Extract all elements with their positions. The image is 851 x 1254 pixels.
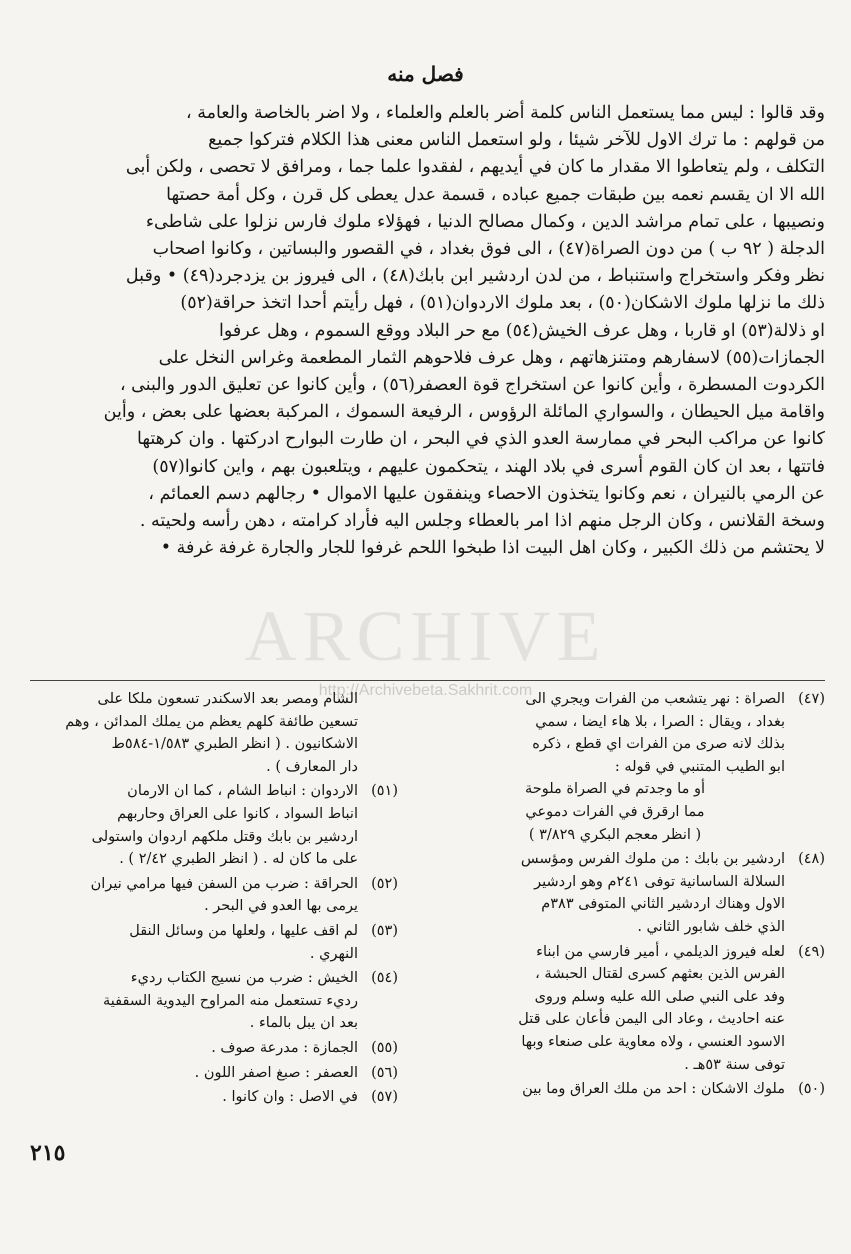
footnote-number: (٤٨) [798,851,825,868]
footnote-50 [445,1078,825,1101]
footnote-number: (٥١) [371,783,398,800]
body-line: الجمازات(٥٥) لاسفارهم ومتنزهاتهم ، وهل عرف فلاحوهم الثمار المطعمة وغراس النخل على [158,347,825,368]
footnote-57 [18,1086,398,1109]
footnote-line: انباط السواد ، كانوا على العراق وحاربهم [117,805,358,822]
footnote-line: بغداد ، ويقال : الصرا ، بلا هاء ايضا ، سمي [535,713,785,730]
footnote-47 [445,688,825,846]
footnotes-left-column [18,688,398,1111]
body-line: وسخة القلانس ، وكان الرجل منهم اذا امر بالعطاء وجلس اليه فأراد كرامته ، دهن رأسه ولحيته . [139,511,825,532]
footnote-number: (٤٧) [798,691,825,707]
footnote-text [445,688,785,846]
footnote-line: الحراقة : ضرب من السفن فيها مرامي نيران [90,875,358,892]
footnote-line: النهري . [309,945,358,962]
page-number: ٢١٥ [30,1140,66,1166]
footnote-53 [18,920,398,965]
footnote-text [18,967,358,1035]
footnote-51 [18,780,398,870]
footnote-text [445,1078,785,1101]
footnote-line: تسعين طائفة كلهم يعظم من يملك المدائن ، وهم [65,713,358,730]
footnote-line: اردشير بن بابك : من ملوك الفرس ومؤسس [520,851,785,868]
body-line: ذلك ما نزلها ملوك الاشكان(٥٠) ، بعد ملوك الاردوان(٥١) ، فهل رأيتم أحدا اتخذ حراقة(٥٢) [180,293,825,314]
body-line: نظر وفكر واستخراج واستنباط ، من لدن اردشير ابن بابك(٤٨) ، الى فيروز بن يزدجرد(٤٩) • وقبل [125,266,825,287]
footnote-text [18,873,358,918]
footnote-line: دار المعارف ) . [266,758,358,775]
verse-line: مما ارقرق في الفرات دموعي [525,803,705,820]
body-line: الكردوت المسطرة ، وأين كانوا عن استخراج قوة العصفر(٥٦) ، وأين كانوا عن تعليق الدور والبنى ، [119,375,825,396]
footnote-56 [18,1062,398,1085]
footnote-line: السلالة الساسانية توفى ٢٤١م وهو اردشير [534,873,785,890]
footnote-line: الاشكانيون . ( انظر الطبري ١/٥٨٣-٥٨٤ط [111,736,358,753]
verse-line: أو ما وجدتم في الصراة ملوحة [525,781,705,798]
footnote-line: ابو الطيب المتنبي في قوله : [614,758,785,775]
footnote-55 [18,1037,398,1060]
footnote-number: (٥٣) [371,922,398,939]
footnote-line: في الاصل : وان كانوا . [222,1089,358,1106]
footnote-line: العصفر : صبغ اصفر اللون . [194,1064,358,1081]
body-line: او ذلالة(٥٣) او قاربا ، وهل عرف الخيش(٥٤) مع حر البلاد ووقع السموم ، وهل عرفوا [219,320,825,341]
section-title: فصل منه [387,62,464,86]
body-line: وقد قالوا : ليس مما يستعمل الناس كلمة أضر بالعلم والعلماء ، ولا اضر بالخاصة والعامة ، [186,103,825,123]
footnote-text [18,688,358,778]
footnotes-right-column [445,688,825,1103]
footnote-text [445,941,785,1077]
footnote-text [445,848,785,938]
footnote-line: وفد على النبي صلى الله عليه وسلم وروى [534,988,785,1005]
body-line: عن الرمي بالنيران ، نعم وكانوا يتخذون الاحصاء وينفقون عليها الاموال • رجالهم دسم العمائم ، [148,483,825,504]
footnote-line: ( انظر معجم البكري ٣/٨٢٩ ) [528,826,702,843]
footnote-line: عنه احاديث ، وعاد الى اليمن فأعان على قتل [518,1011,785,1028]
footnote-number: (٥٤) [371,970,398,987]
footnote-text [18,1086,358,1109]
footnote-line: لعله فيروز الديلمي ، أمير فارسي من ابناء [536,943,785,960]
body-line: من قولهم : ما ترك الاول للآخر شيئا ، ولو استعمل الناس معنى هذا الكلام فتركوا جميع [208,130,825,151]
footnote-line: توفى سنة ٥٣هـ . [684,1056,785,1073]
footnote-number: (٥٧) [371,1089,398,1106]
body-line: لا يحتشم من ذلك الكبير ، وكان اهل البيت اذا طبخوا اللحم غرفوا للجار والجارة غرفة غرفة • [160,538,825,559]
footnote-line: الذي خلف شابور الثاني . [637,918,785,935]
watermark-url: http://Archivebeta.Sakhrit.com [318,682,533,699]
footnote-number: (٤٩) [798,943,825,960]
footnote-line: بذلك لانه صرى من الفرات اي قطع ، ذكره [532,736,785,753]
footnote-text [18,780,358,870]
footnote-line: ملوك الاشكان : احد من ملك العراق وما بين [522,1081,785,1098]
footnote-text [18,1062,358,1085]
body-line: كانوا عن مراكب البحر في ممارسة العدو الذي في البحر ، ان طارت البوارح ادركتها . وان كرهتها [136,429,825,450]
footnote-line: الشام ومصر بعد الاسكندر تسعون ملكا على [97,691,358,707]
body-line: ونصيبها ، على تمام مراشد الدين ، وكمال مصالح الدنيا ، فهؤلاء ملوك فارس نزلوا على شاطىء [145,211,825,232]
footnote-49 [445,941,825,1077]
footnote-number: (٥٠) [798,1081,825,1098]
footnote-line: الاردوان : انباط الشام ، كما ان الارمان [127,783,358,800]
footnote-number: (٥٦) [371,1064,398,1081]
footnote-48 [445,848,825,938]
footnote-line: الجمازة : مدرعة صوف . [211,1039,358,1056]
body-line: فاتتها ، بعد ان كان القوم أسرى في بلاد الهند ، يتحكمون عليهم ، ويتلعبون بهم ، واين كانوا(٥٧) [152,456,825,477]
body-line: الله الا ان يقسم نعمه بين طبقات جميع عباده ، قسمة عدل يعطى كل قرن ، وكل أمة حصتها [166,184,825,205]
body-line: واقامة ميل الحيطان ، والسواري المائلة الرؤوس ، الرفيعة السموك ، المركبة بعضها على بعض ، وأين [103,402,825,423]
footnote-line: على ما كان له . ( انظر الطبري ٢/٤٢ ) . [119,851,358,868]
footnote-line: الاسود العنسي ، ولاه معاوية على صنعاء وبها [521,1033,785,1050]
footnote-divider [30,680,825,681]
footnote-line: الخيش : ضرب من نسيج الكتاب رديء [130,970,358,987]
footnote-52 [18,873,398,918]
footnote-number: (٥٥) [371,1039,398,1056]
footnote-line: لم اقف عليها ، ولعلها من وسائل النقل [129,922,358,939]
body-line: التكلف ، ولم يتعاطوا الا مقدار ما كان في أيديهم ، لفقدوا علما جما ، ومرافق لا تحصى ، ولكن أبى [125,157,825,178]
footnote-line: رديء تستعمل منه المراوح اليدوية السقفية [103,992,358,1009]
footnote-line: الصراة : نهر يتشعب من الفرات ويجري الى [525,691,785,707]
footnote-text [18,920,358,965]
main-text [30,100,825,562]
footnote-line: اردشير بن بابك وقتل ملكهم اردوان واستولى [91,828,358,845]
footnote-number [358,688,398,778]
footnote-text [18,1037,358,1060]
footnote-number: (٥٢) [371,875,398,892]
watermark-logo: ARCHIVE [244,596,607,676]
body-line: الدجلة ( ٩٢ ب ) من دون الصراة(٤٧) ، الى فوق بغداد ، في القصور والبساتين ، وكانوا اصحاب [152,239,825,260]
footnote-54 [18,967,398,1035]
footnote-line: الفرس الذين بعثهم كسرى لقتال الحبشة ، [535,966,785,983]
footnote-line: الاول وهناك اردشير الثاني المتوفى ٣٨٣م [541,896,785,913]
footnote-line: بعد ان يبل بالماء . [249,1015,358,1032]
footnote-line: يرمى بها العدو في البحر . [204,898,358,915]
footnote-50-continued [18,688,398,778]
